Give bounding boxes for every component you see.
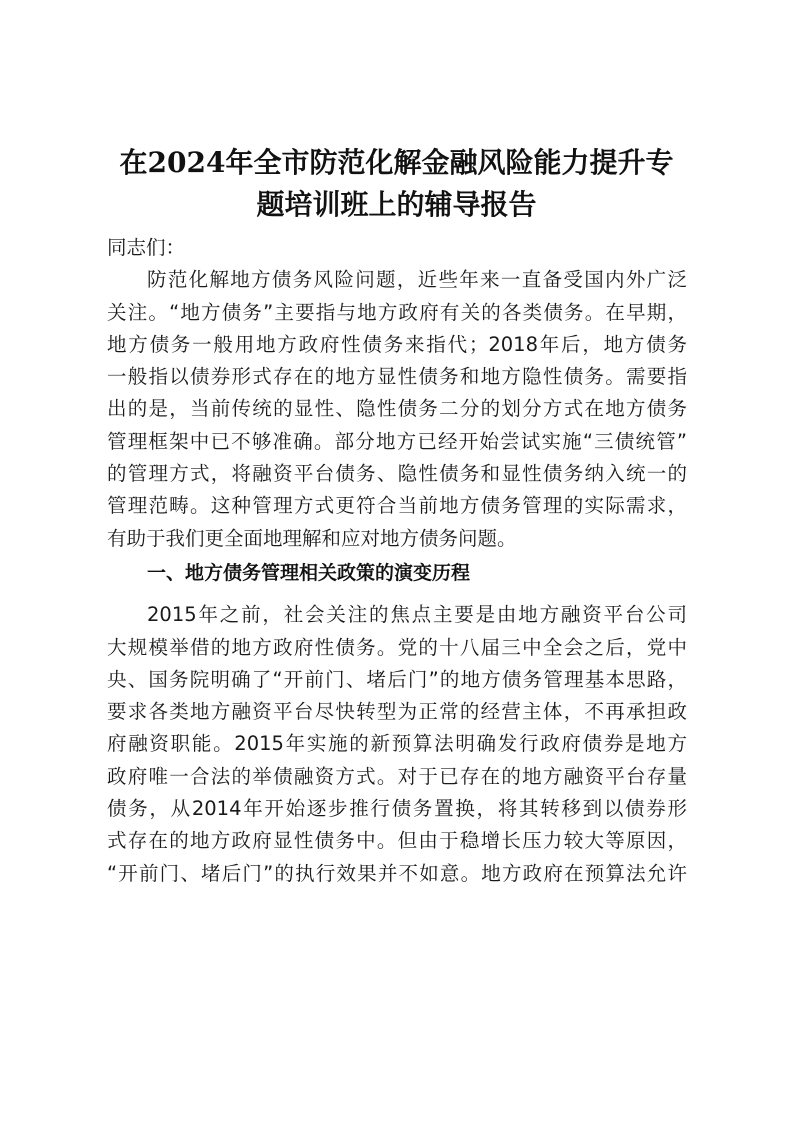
title-line-2: 题培训班上的辅导报告 <box>256 188 537 221</box>
paragraph-2-line: 债务，从2014年开始逐步推行债务置换，将其转移到以债券形 <box>107 797 687 821</box>
document-body <box>107 232 687 890</box>
paragraph-2-line: 2015年之前，社会关注的焦点主要是由地方融资平台公司 <box>147 603 687 627</box>
paragraph-2-line: “开前门、堵后门”的执行效果并不如意。地方政府在预算法允许 <box>107 861 687 885</box>
paragraph-2-line: 央、国务院明确了“开前门、堵后门”的地方债务管理基本思路， <box>107 667 687 691</box>
paragraph-2-line: 大规模举借的地方政府性债务。党的十八届三中全会之后，党中 <box>107 635 687 659</box>
paragraph-2-line: 式存在的地方政府显性债务中。但由于稳增长压力较大等原因， <box>107 829 687 853</box>
title-line-1: 在2024年全市防范化解金融风险能力提升专 <box>119 146 674 179</box>
greeting: 同志们： <box>107 236 186 259</box>
paragraph-2-line: 政府唯一合法的举债融资方式。对于已存在的地方融资平台存量 <box>107 764 687 788</box>
paragraph-1-line: 出的是，当前传统的显性、隐性债务二分的划分方式在地方债务 <box>107 397 687 421</box>
document-title <box>100 142 693 226</box>
paragraph-2-line: 府融资职能。2015年实施的新预算法明确发行政府债券是地方 <box>107 732 687 756</box>
paragraph-1-line: 地方债务一般用地方政府性债务来指代；2018年后，地方债务 <box>107 332 687 356</box>
paragraph-1 <box>107 264 687 555</box>
paragraph-1-line: 管理范畴。这种管理方式更符合当前地方债务管理的实际需求， <box>107 494 687 518</box>
paragraph-1-line: 关注。“地方债务”主要指与地方政府有关的各类债务。在早期， <box>107 300 687 324</box>
paragraph-2-line: 要求各类地方融资平台尽快转型为正常的经营主体，不再承担政 <box>107 700 687 724</box>
paragraph-1-line: 管理框架中已不够准确。部分地方已经开始尝试实施“三债统管” <box>107 429 687 453</box>
paragraph-1-line: 防范化解地方债务风险问题，近些年来一直备受国内外广泛 <box>147 268 687 292</box>
paragraph-1-line: 有助于我们更全面地理解和应对地方债务问题。 <box>107 526 517 550</box>
section-heading: 一、地方债务管理相关政策的演变历程 <box>147 561 471 584</box>
paragraph-2 <box>107 599 687 890</box>
paragraph-1-line: 一般指以债券形式存在的地方显性债务和地方隐性债务。需要指 <box>107 365 687 389</box>
paragraph-1-line: 的管理方式，将融资平台债务、隐性债务和显性债务纳入统一的 <box>107 462 687 486</box>
